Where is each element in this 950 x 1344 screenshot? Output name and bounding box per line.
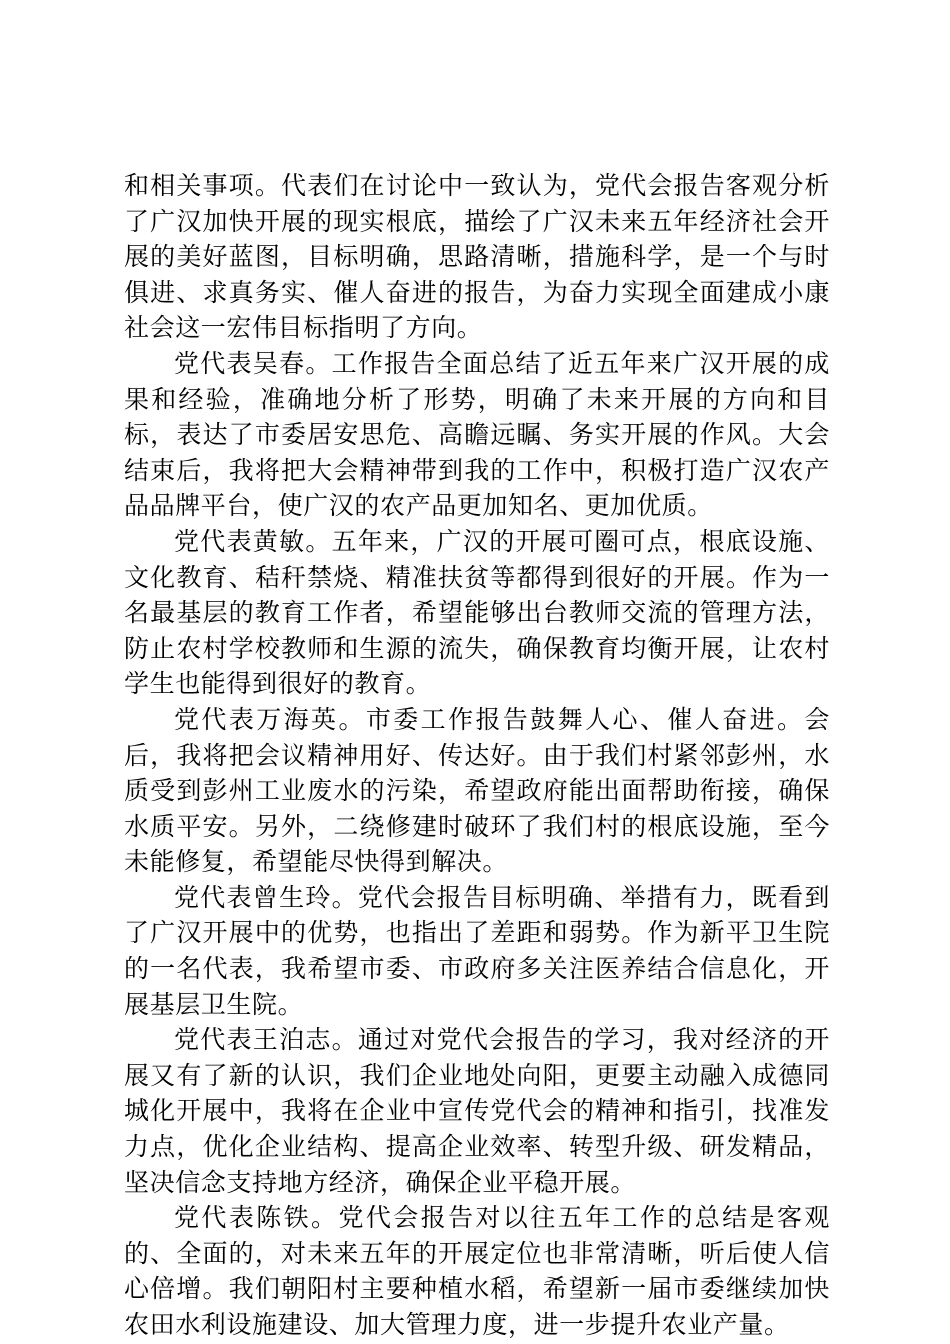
paragraph-wang-bozhi: 党代表王泊志。通过对党代会报告的学习，我对经济的开展又有了新的认识，我们企业地处向阳，更要主动融入成德同城化开展中，我将在企业中宣传党代会的精神和指引，找准发力点，优化企业结构、提高企业效率、转型升级、研发精品，坚决信念支持地方经济，确保企业平稳开展。	[124, 1025, 830, 1197]
paragraph-wu-chun: 党代表吴春。工作报告全面总结了近五年来广汉开展的成果和经验，准确地分析了形势，明确了未来开展的方向和目标，表达了市委居安思危、高瞻远瞩、务实开展的作风。大会结束后，我将把大会精神带到我的工作中，积极打造广汉农产品品牌平台，使广汉的农产品更加知名、更加优质。	[124, 348, 830, 521]
document-body	[124, 168, 830, 1343]
paragraph-continuation: 和相关事项。代表们在讨论中一致认为，党代会报告客观分析了广汉加快开展的现实根底，描绘了广汉未来五年经济社会开展的美好蓝图，目标明确，思路清晰，措施科学，是一个与时俱进、求真务实、催人奋进的报告，为奋力实现全面建成小康社会这一宏伟目标指明了方向。	[124, 171, 830, 343]
paragraph-huang-min: 党代表黄敏。五年来，广汉的开展可圈可点，根底设施、文化教育、秸秆禁烧、精准扶贫等都得到很好的开展。作为一名最基层的教育工作者，希望能够出台教师交流的管理方法，防止农村学校教师和生源的流失，确保教育均衡开展，让农村学生也能得到很好的教育。	[124, 526, 830, 699]
paragraph-chen-tie: 党代表陈铁。党代会报告对以往五年工作的总结是客观的、全面的，对未来五年的开展定位也非常清晰，听后使人信心倍增。我们朝阳村主要种植水稻，希望新一届市委继续加快农田水利设施建设、加大管理力度，进一步提升农业产量。	[124, 1203, 830, 1339]
paragraph-wan-haiying: 党代表万海英。市委工作报告鼓舞人心、催人奋进。会后，我将把会议精神用好、传达好。由于我们村紧邻彭州，水质受到彭州工业废水的污染，希望政府能出面帮助衔接，确保水质平安。另外，二绕修建时破环了我们村的根底设施，至今未能修复，希望能尽快得到解决。	[124, 704, 830, 877]
paragraph-zeng-shengling: 党代表曾生玲。党代会报告目标明确、举措有力，既看到了广汉开展中的优势，也指出了差距和弱势。作为新平卫生院的一名代表，我希望市委、市政府多关注医养结合信息化，开展基层卫生院。	[124, 882, 830, 1019]
